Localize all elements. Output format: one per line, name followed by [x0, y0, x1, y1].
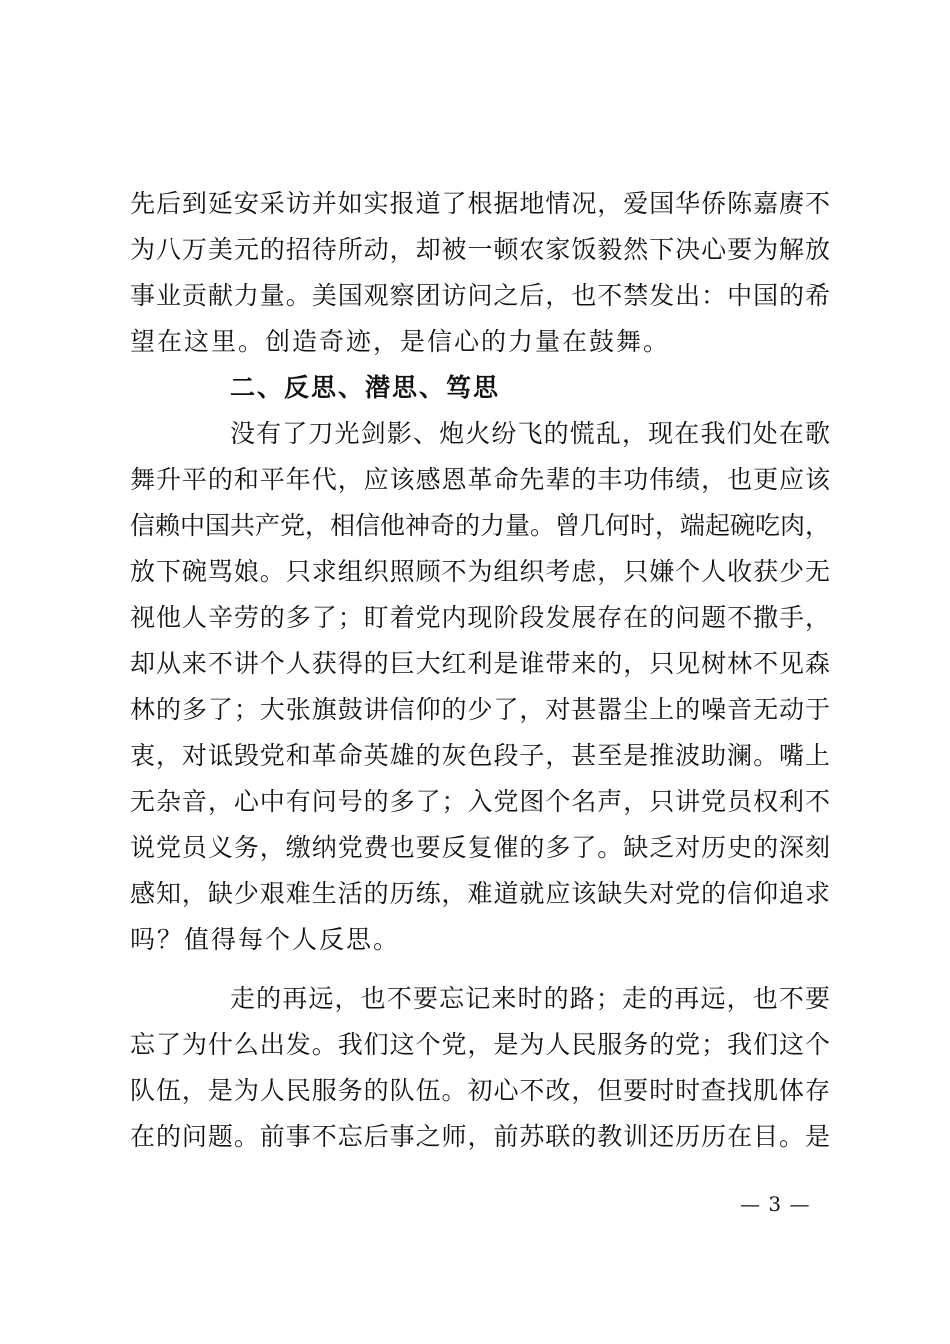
text-line: 忘了为什么出发。我们这个党，是为人民服务的党；我们这个 — [130, 1030, 830, 1059]
text-line: 却从来不讲个人获得的巨大红利是谁带来的，只见树林不见森 — [130, 649, 830, 678]
text-line: 在的问题。前事不忘后事之师，前苏联的教训还历历在目。是 — [130, 1122, 830, 1151]
text-line: 队伍，是为人民服务的队伍。初心不改，但要时时查找肌体存 — [130, 1076, 830, 1105]
text-line: 先后到延安采访并如实报道了根据地情况，爱国华侨陈嘉赓不 — [130, 189, 830, 218]
text-line: 为八万美元的招待所动，却被一顿农家饭毅然下决心要为解放 — [130, 235, 830, 264]
text-line: 事业贡献力量。美国观察团访问之后，也不禁发出：中国的希 — [130, 281, 830, 310]
text-line: 感知，缺少艰难生活的历练，难道就应该缺失对党的信仰追求 — [130, 879, 830, 908]
text-line: 说党员义务，缴纳党费也要反复催的多了。缺乏对历史的深刻 — [130, 833, 830, 862]
text-line: 视他人辛劳的多了；盯着党内现阶段发展存在的问题不撒手， — [130, 603, 830, 632]
page-number: — 3 — — [740, 1192, 811, 1216]
text-line: 吗？值得每个人反思。 — [130, 925, 401, 954]
text-line: 走的再远，也不要忘记来时的路；走的再远，也不要 — [230, 984, 830, 1013]
text-line: 林的多了；大张旗鼓讲信仰的少了，对甚嚣尘上的噪音无动于 — [130, 695, 830, 724]
text-line: 望在这里。创造奇迹，是信心的力量在鼓舞。 — [130, 327, 671, 356]
text-line: 放下碗骂娘。只求组织照顾不为组织考虑，只嫌个人收获少无 — [130, 557, 830, 586]
text-line: 舞升平的和平年代，应该感恩革命先辈的丰功伟绩，也更应该 — [130, 465, 830, 494]
body-text — [130, 181, 830, 1160]
section-heading: 二、反思、潜思、笃思 — [230, 373, 501, 402]
text-line: 衷，对诋毁党和革命英雄的灰色段子，甚至是推波助澜。嘴上 — [130, 741, 830, 770]
text-line: 没有了刀光剑影、炮火纷飞的慌乱，现在我们处在歌 — [230, 419, 830, 448]
text-line: 无杂音，心中有问号的多了；入党图个名声，只讲党员权利不 — [130, 787, 830, 816]
text-line: 信赖中国共产党，相信他神奇的力量。曾几何时，端起碗吃肉， — [130, 511, 831, 540]
